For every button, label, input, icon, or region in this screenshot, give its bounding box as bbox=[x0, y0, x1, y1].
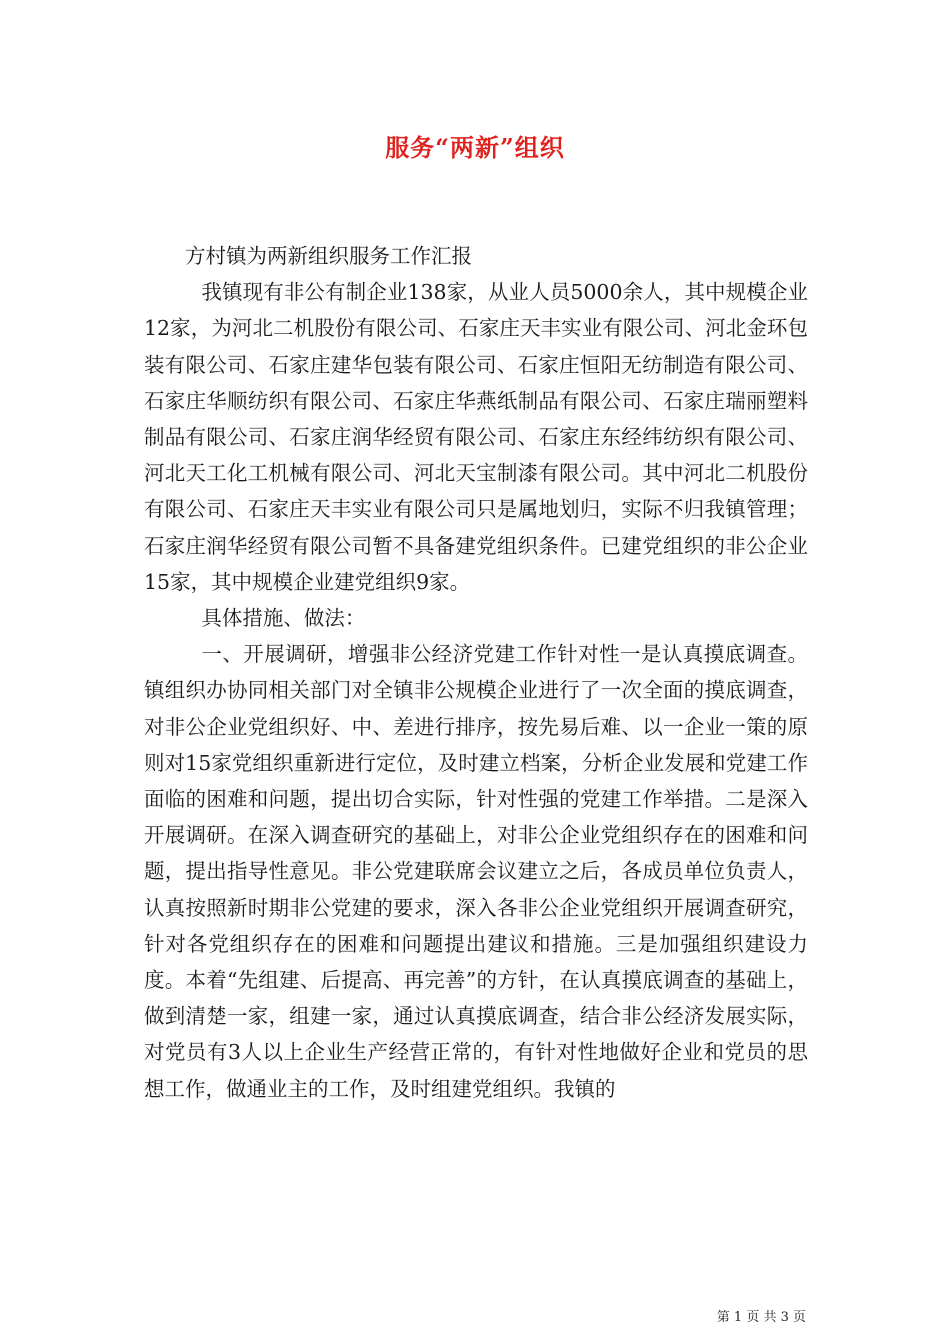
document-title: 服务“两新”组织 bbox=[385, 133, 565, 162]
paragraph-subtitle: 方村镇为两新组织服务工作汇报 bbox=[185, 244, 472, 268]
paragraph-measures-heading: 具体措施、做法： bbox=[201, 606, 366, 631]
paragraph-overview: 我镇现有非公有制企业138家，从业人员5000余人，其中规模企业12家，为河北二机股份有限公司、石家庄天丰实业有限公司、河北金环包装有限公司、石家庄建华包装有限公司、石家庄恒阳无纺制造有限公司、石家庄华顺纺织有限公司、石家庄华燕纸制品有限公司、石家庄瑞丽塑料制品有限公司、石家庄润华经贸有限公司、石家庄东经纬纺织有限公司、河北天工化工机械有限公司、河北天宝制漆有限公司。其中河北二机股份有限公司、石家庄天丰实业有限公司只是属地划归，实际不归我镇管理；石家庄润华经贸有限公司暂不具备建党组织条件。已建党组织的非公企业15家，其中规模企业建党组织9家。 bbox=[144, 280, 808, 594]
document-body bbox=[144, 238, 808, 1107]
page-number: 第 1 页 共 3 页 bbox=[716, 1310, 806, 1325]
paragraph-measures-detail: 一、开展调研，增强非公经济党建工作针对性一是认真摸底调查。镇组织办协同相关部门对全镇非公规模企业进行了一次全面的摸底调查，对非公企业党组织好、中、差进行排序，按先易后难、以一企业一策的原则对15家党组织重新进行定位，及时建立档案，分析企业发展和党建工作面临的困难和问题，提出切合实际，针对性强的党建工作举措。二是深入开展调研。在深入调查研究的基础上，对非公企业党组织存在的困难和问题，提出指导性意见。非公党建联席会议建立之后，各成员单位负责人，认真按照新时期非公党建的要求，深入各非公企业党组织开展调查研究，针对各党组织存在的困难和问题提出建议和措施。三是加强组织建设力度。本着“先组建、后提高、再完善”的方针，在认真摸底调查的基础上，做到清楚一家，组建一家，通过认真摸底调查，结合非公经济发展实际，对党员有3人以上企业生产经营正常的，有针对性地做好企业和党员的思想工作，做通业主的工作，及时组建党组织。我镇的 bbox=[144, 642, 808, 1101]
